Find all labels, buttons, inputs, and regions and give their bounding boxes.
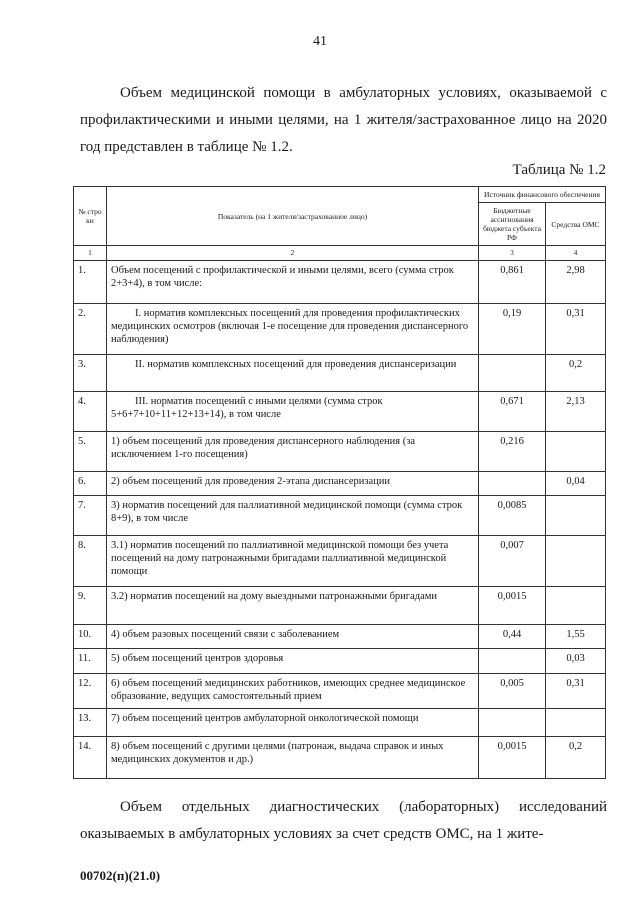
row-indicator: 3) норматив посещений для паллиативной медицинской помощи (сумма строк 8+9), в том числе [107,496,479,536]
header-row-no: № стро ки [74,187,107,246]
row-budget-value: 0,44 [479,625,546,649]
table-row [74,432,606,472]
row-budget-value [479,355,546,392]
table-row [74,261,606,304]
row-budget-value: 0,0085 [479,496,546,536]
row-oms-value: 0,2 [546,355,606,392]
row-budget-value [479,709,546,737]
header-oms: Средства ОМС [546,203,606,246]
row-number: 2. [74,304,107,355]
row-number: 5. [74,432,107,472]
row-indicator: 1) объем посещений для проведения диспансерного наблюдения (за исключением 1-го посещения) [107,432,479,472]
row-indicator: I. норматив комплексных посещений для проведения профилактических медицинских осмотров (включая 1-е посещение для проведения диспансерного наблюдения) [107,304,479,355]
table-row [74,587,606,625]
table-row [74,674,606,709]
row-number: 11. [74,649,107,674]
volume-table [73,186,606,779]
row-oms-value [546,709,606,737]
row-budget-value: 0,216 [479,432,546,472]
row-number: 1. [74,261,107,304]
header-indicator: Показатель (на 1 жителя/застрахованное лицо) [107,187,479,246]
row-oms-value: 0,31 [546,674,606,709]
row-number: 4. [74,392,107,432]
row-budget-value [479,472,546,496]
table-row [74,625,606,649]
table-row [74,355,606,392]
row-indicator: Объем посещений с профилактической и иными целями, всего (сумма строк 2+3+4), в том числе: [107,261,479,304]
row-indicator: 8) объем посещений с другими целями (патронаж, выдача справок и иных медицинских документов и др.) [107,737,479,779]
row-number: 14. [74,737,107,779]
table-row [74,709,606,737]
row-number: 12. [74,674,107,709]
row-budget-value: 0,861 [479,261,546,304]
row-oms-value [546,587,606,625]
row-indicator: II. норматив комплексных посещений для проведения диспансеризации [107,355,479,392]
table-row [74,304,606,355]
row-number: 7. [74,496,107,536]
row-budget-value: 0,19 [479,304,546,355]
footer-code: 00702(п)(21.0) [80,868,161,883]
row-indicator: 2) объем посещений для проведения 2-этапа диспансеризации [107,472,479,496]
row-indicator: III. норматив посещений с иными целями (сумма строк 5+6+7+10+11+12+13+14), в том числе [107,392,479,432]
row-budget-value: 0,005 [479,674,546,709]
row-budget-value: 0,0015 [479,737,546,779]
row-budget-value: 0,007 [479,536,546,587]
row-oms-value: 0,2 [546,737,606,779]
row-indicator: 6) объем посещений медицинских работников, имеющих среднее медицинское образование, ведущих самостоятельный прием [107,674,479,709]
column-number: 1 [74,246,107,261]
intro-paragraph: Объем медицинской помощи в амбулаторных условиях, оказываемой с профилактическими и иными целями, на 1 жителя/застрахованное лицо на 2020 год представлен в таблице № 1.2. [80,85,607,155]
row-oms-value: 2,13 [546,392,606,432]
row-oms-value [546,536,606,587]
table-row [74,649,606,674]
row-number: 10. [74,625,107,649]
row-number: 3. [74,355,107,392]
row-oms-value: 0,31 [546,304,606,355]
row-oms-value: 0,03 [546,649,606,674]
table-row [74,392,606,432]
row-budget-value [479,649,546,674]
table-row [74,472,606,496]
row-indicator: 3.1) норматив посещений по паллиативной медицинской помощи без учета посещений на дому патронажными бригадами паллиативной медицинской помощи [107,536,479,587]
table-row [74,536,606,587]
row-indicator: 3.2) норматив посещений на дому выездными патронажными бригадами [107,587,479,625]
row-budget-value: 0,0015 [479,587,546,625]
row-number: 9. [74,587,107,625]
row-indicator: 7) объем посещений центров амбулаторной онкологической помощи [107,709,479,737]
outro-paragraph: Объем отдельных диагностических (лабораторных) исследований оказываемых в амбулаторных условиях за счет средств ОМС, на 1 жите- [80,799,607,842]
row-indicator: 5) объем посещений центров здоровья [107,649,479,674]
row-oms-value: 1,55 [546,625,606,649]
row-budget-value: 0,671 [479,392,546,432]
row-oms-value [546,496,606,536]
page-number: 41 [313,34,327,49]
row-oms-value [546,432,606,472]
table-caption: Таблица № 1.2 [512,162,606,178]
row-number: 6. [74,472,107,496]
row-oms-value: 0,04 [546,472,606,496]
row-number: 8. [74,536,107,587]
row-number: 13. [74,709,107,737]
column-number: 4 [546,246,606,261]
header-source-group: Источник финансового обеспечения [479,187,606,203]
header-budget: Бюджетные ассигнования бюджета субъекта РФ [479,203,546,246]
row-oms-value: 2,98 [546,261,606,304]
column-number: 3 [479,246,546,261]
table-row [74,737,606,779]
row-indicator: 4) объем разовых посещений связи с заболеванием [107,625,479,649]
table-row [74,496,606,536]
column-number: 2 [107,246,479,261]
